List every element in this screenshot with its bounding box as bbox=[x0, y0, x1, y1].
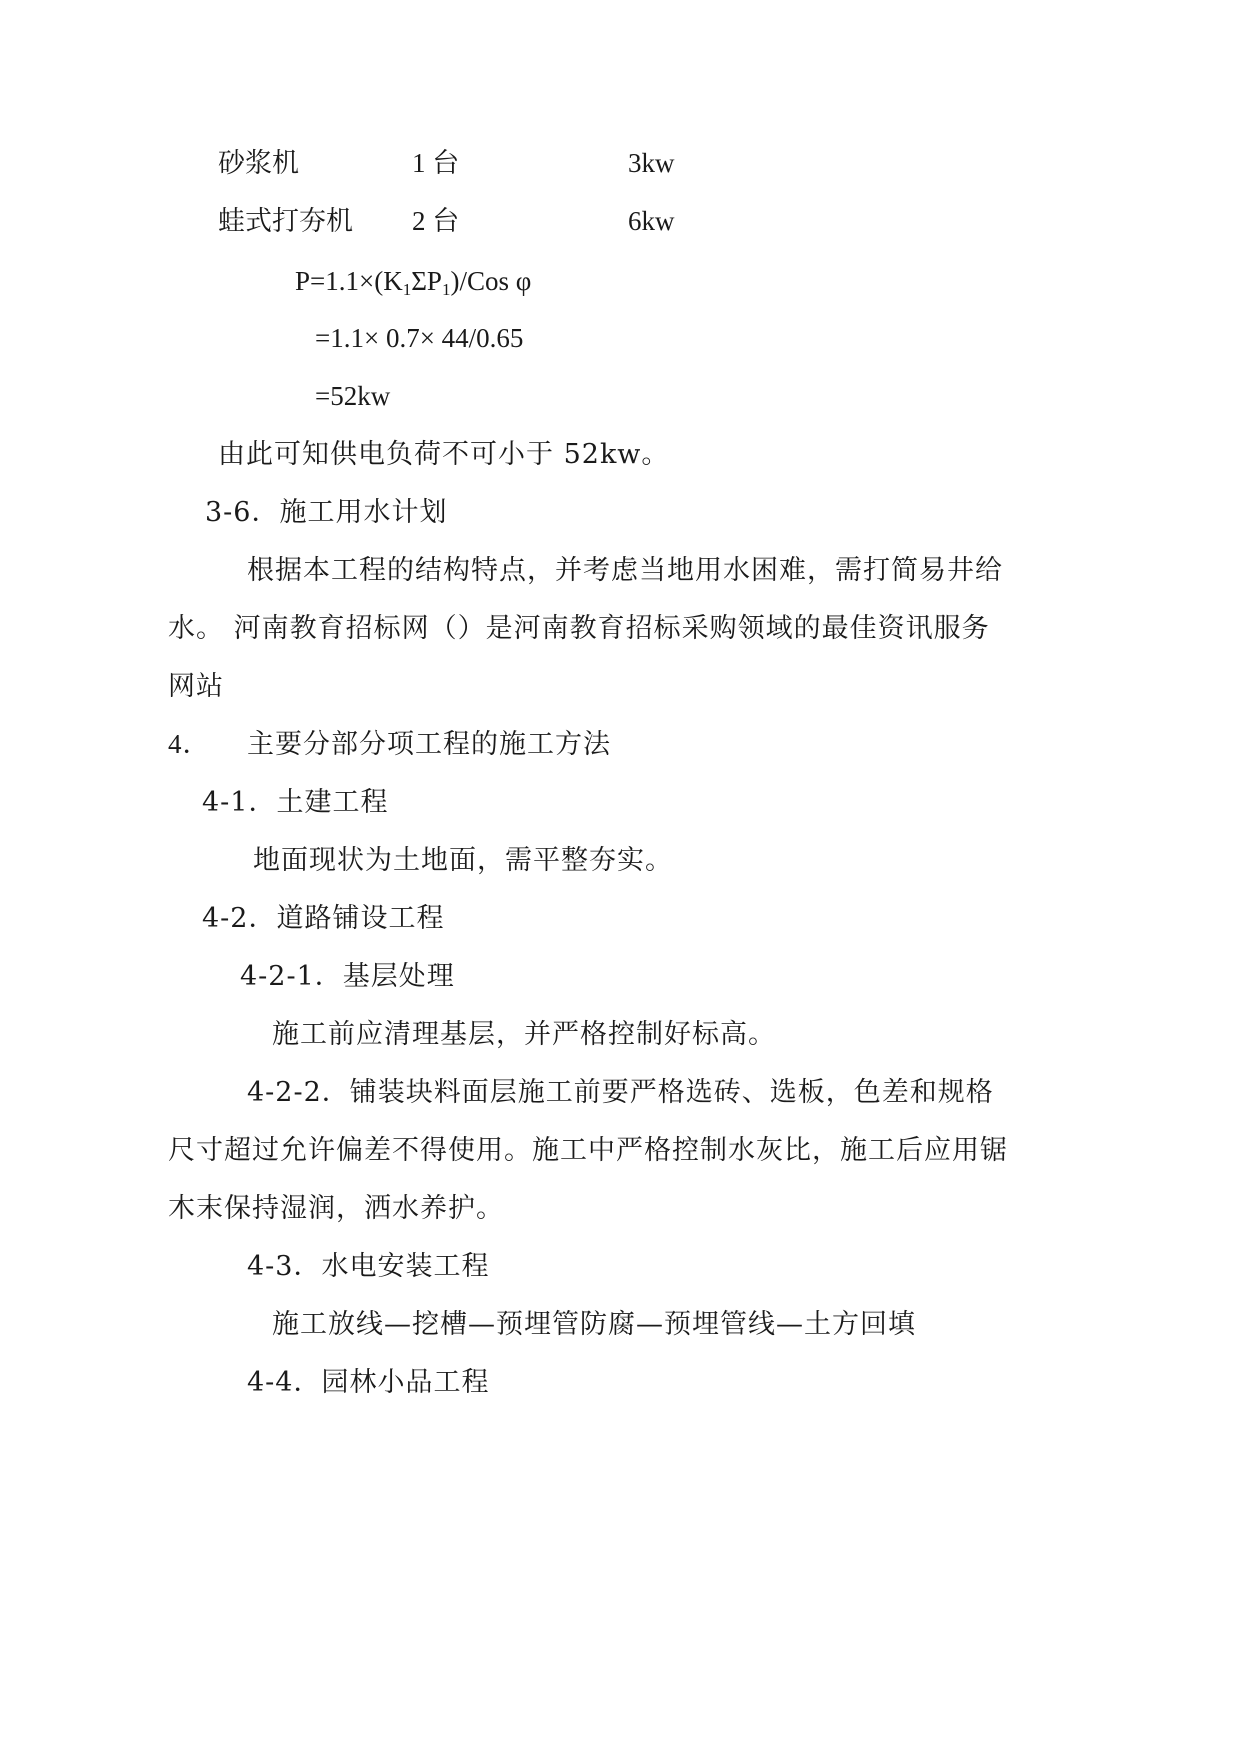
section-heading-4-3: 4-3．水电安装工程 bbox=[247, 1251, 490, 1282]
paragraph-line: 施工前应清理基层，并严格控制好标高。 bbox=[272, 1019, 776, 1050]
paragraph-line: 尺寸超过允许偏差不得使用。施工中严格控制水灰比，施工后应用锯 bbox=[168, 1135, 1008, 1166]
equipment-power: 3kw bbox=[628, 148, 675, 178]
formula-subscript: 1 bbox=[402, 280, 412, 299]
formula-line-1 bbox=[295, 266, 532, 299]
paragraph-line: 水。 河南教育招标网（）是河南教育招标采购领域的最佳资讯服务 bbox=[168, 613, 990, 644]
paragraph-line: 木末保持湿润，洒水养护。 bbox=[168, 1193, 504, 1224]
paragraph-line: 施工放线—挖槽—预埋管防腐—预埋管线—土方回填 bbox=[272, 1309, 916, 1340]
formula-subscript: 1 bbox=[441, 280, 451, 299]
section-heading-3-6: 3-6．施工用水计划 bbox=[205, 497, 448, 528]
section-heading-4-4: 4-4．园林小品工程 bbox=[247, 1367, 490, 1398]
formula-text: )/Cos φ bbox=[450, 266, 532, 296]
equipment-power: 6kw bbox=[628, 206, 675, 236]
equipment-qty: 2 台 bbox=[412, 206, 460, 236]
equipment-name: 蛙式打夯机 bbox=[218, 206, 353, 237]
section-heading-4-2: 4-2．道路铺设工程 bbox=[202, 903, 445, 934]
paragraph-line: 地面现状为土地面，需平整夯实。 bbox=[253, 845, 673, 876]
equipment-name: 砂浆机 bbox=[218, 148, 299, 179]
section-heading-4-2-1: 4-2-1．基层处理 bbox=[240, 961, 455, 992]
formula-line-2: =1.1× 0.7× 44/0.65 bbox=[315, 323, 524, 353]
formula-text: P=1.1×(K bbox=[295, 266, 403, 296]
section-heading-4: 主要分部分项工程的施工方法 bbox=[247, 729, 611, 760]
section-heading-4-1: 4-1．土建工程 bbox=[202, 787, 389, 818]
conclusion-text: 由此可知供电负荷不可小于 52kw。 bbox=[218, 439, 670, 470]
paragraph-line: 4-2-2．铺装块料面层施工前要严格选砖、选板，色差和规格 bbox=[247, 1077, 994, 1108]
paragraph-line: 根据本工程的结构特点，并考虑当地用水困难，需打简易井给 bbox=[247, 555, 1003, 586]
paragraph-line: 网站 bbox=[168, 671, 224, 702]
formula-line-3: =52kw bbox=[315, 381, 391, 411]
section-number-4: 4． bbox=[168, 729, 211, 759]
equipment-qty: 1 台 bbox=[412, 148, 460, 178]
formula-text: ΣP bbox=[411, 266, 442, 296]
